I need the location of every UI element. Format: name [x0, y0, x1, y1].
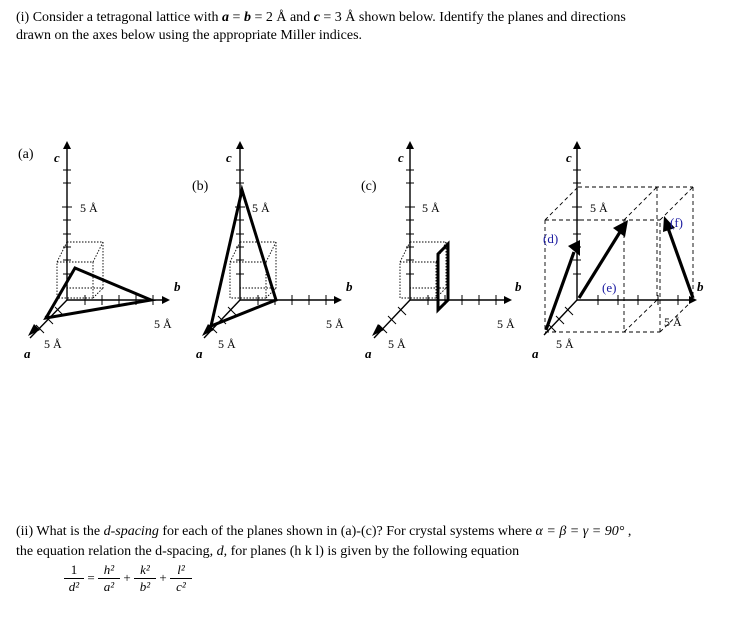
question-part-ii-line1 [16, 523, 631, 541]
plus-sign: + [123, 570, 131, 585]
direction-e-arrowhead [613, 220, 628, 237]
diagram-label-a: (a) [18, 147, 34, 162]
text-segment: = 3 Å shown below. Identify the planes and directions [319, 10, 626, 25]
diagram-d-e-f [532, 143, 704, 361]
text-segment: (ii) What is the [16, 524, 104, 539]
equals-sign: = [87, 570, 95, 585]
text-segment: the equation relation the d-spacing, [16, 544, 217, 559]
axis-label-b: b [346, 279, 353, 294]
tick-label-c: 5 Å [422, 201, 440, 215]
var-c: c [313, 10, 320, 25]
var-b: b [243, 10, 251, 25]
direction-label-e: (e) [602, 280, 617, 295]
tick-label-c: 5 Å [252, 201, 270, 215]
text-segment: = 2 Å and [250, 10, 314, 25]
denominator: a² [103, 579, 115, 594]
tick-label-a: 5 Å [388, 337, 406, 351]
var-d: d [216, 544, 224, 559]
tick-label-a: 5 Å [218, 337, 236, 351]
axis-label-b: b [697, 279, 704, 294]
text-segment: , [624, 524, 632, 539]
axis-label-a: a [365, 346, 372, 361]
d-spacing-equation [62, 563, 202, 607]
denominator: d² [68, 579, 80, 594]
axis-label-c: c [566, 150, 572, 165]
plus-sign: + [159, 570, 167, 585]
fraction-lhs [64, 563, 84, 594]
axis-label-a: a [532, 346, 539, 361]
axis-label-b: b [515, 279, 522, 294]
numerator: k² [140, 562, 150, 577]
text-segment: , for planes (h k l) is given by the following equation [223, 544, 520, 559]
text-segment: = [229, 10, 244, 25]
diagram-a [18, 143, 181, 361]
var-a: a [222, 10, 230, 25]
axis-label-c: c [54, 150, 60, 165]
angle-condition: α = β = γ = 90° [535, 524, 625, 539]
ticks [548, 170, 678, 332]
tick-label-b: 5 Å [154, 317, 172, 331]
numerator: l² [177, 562, 185, 577]
fraction-l [170, 563, 192, 594]
numerator: 1 [70, 562, 78, 577]
direction-f [668, 228, 693, 298]
diagram-label-c: (c) [361, 179, 377, 194]
direction-label-f: (f) [670, 215, 683, 230]
diagram-label-b: (b) [192, 179, 209, 194]
direction-label-d: (d) [543, 231, 559, 246]
axis-label-c: c [226, 150, 232, 165]
tick-label-b: 5 Å [664, 315, 682, 329]
unit-cell [230, 242, 276, 298]
fraction-h [98, 563, 120, 594]
tick-label-c: 5 Å [590, 201, 608, 215]
text-segment: for each of the planes shown in (a)-(c)? For crystal systems where [158, 524, 536, 539]
fraction-k [134, 563, 156, 594]
tick-label-a: 5 Å [44, 337, 62, 351]
axis-label-a: a [24, 346, 31, 361]
text-segment: (i) Consider a tetragonal lattice with [16, 10, 223, 25]
tick-label-c: 5 Å [80, 201, 98, 215]
question-part-i-line2: drawn on the axes below using the appropriate Miller indices. [16, 28, 363, 43]
numerator: h² [103, 562, 115, 577]
denominator: b² [139, 579, 151, 594]
term-d-spacing: d-spacing [103, 524, 159, 539]
diagram-c [361, 143, 522, 361]
tick-label-b: 5 Å [497, 317, 515, 331]
tick-label-b: 5 Å [326, 317, 344, 331]
denominator: c² [176, 579, 186, 594]
axis-label-c: c [398, 150, 404, 165]
axis-label-a: a [196, 346, 203, 361]
tick-label-a: 5 Å [556, 337, 574, 351]
question-part-ii-line2 [16, 543, 519, 561]
axis-label-b: b [174, 279, 181, 294]
diagram-b [192, 143, 353, 361]
